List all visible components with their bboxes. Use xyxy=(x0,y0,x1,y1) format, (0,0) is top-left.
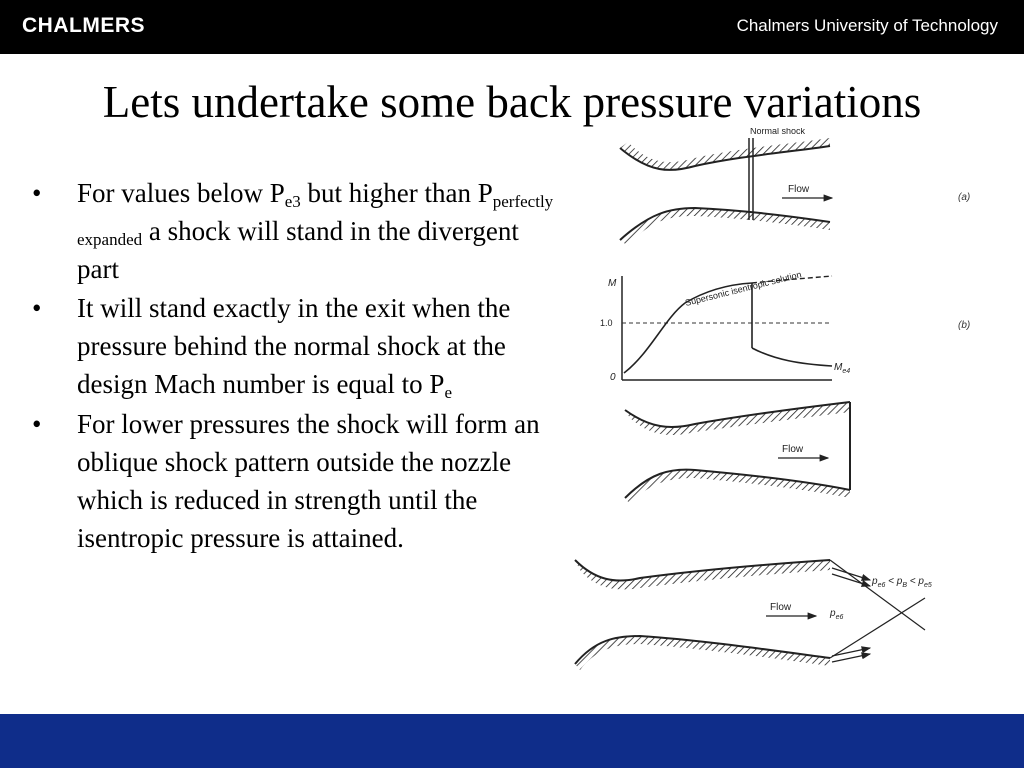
slide-title: Lets undertake some back pressure variations xyxy=(102,77,922,127)
flow-label-c: Flow xyxy=(782,444,804,455)
flow-label-a: Flow xyxy=(788,184,810,195)
bullet-item: • For values below $P_{e3}$ but higher than $P_{perfectly expanded}$ a shock will stand in the divergent part xyxy=(30,174,560,288)
nozzle-figures xyxy=(520,128,1024,714)
pe6-label: $p_{e6}$ xyxy=(830,608,844,621)
bullet-list xyxy=(30,174,560,558)
figure-d xyxy=(575,560,932,670)
bottom-bar xyxy=(0,714,1024,768)
me4-label: $M_{e4}$ xyxy=(834,362,851,375)
bullet-item: • For lower pressures the shock will form an oblique shock pattern outside the nozzle which is reduced in strength until the isentropic pressure is attained. xyxy=(30,405,560,557)
bullet-item: • It will stand exactly in the exit when the pressure behind the normal shock at the design Mach number is equal to $P_e$ xyxy=(30,289,560,403)
bullet-dot: • xyxy=(32,409,42,439)
fig-tag-a: (a) xyxy=(958,192,971,203)
top-bar xyxy=(0,0,1024,54)
fig-tag-b: (b) xyxy=(958,320,971,331)
one-label: 1.0 xyxy=(600,318,613,328)
figure-a xyxy=(620,128,970,246)
zero-label: 0 xyxy=(610,372,616,383)
bullet-dot: • xyxy=(32,293,42,323)
bullet-dot: • xyxy=(32,178,42,208)
pressure-range-label: $p_{e6} < p_B < p_{e5}$ xyxy=(872,576,932,589)
figure-b xyxy=(600,269,970,383)
nozzle-diagram xyxy=(520,128,1024,714)
flow-label-d: Flow xyxy=(770,602,792,613)
m-axis-label: M xyxy=(608,278,617,289)
university-name: Chalmers University of Technology xyxy=(736,16,998,35)
chalmers-logo: CHALMERS xyxy=(22,14,145,37)
figure-c xyxy=(625,402,850,504)
normal-shock-label: Normal shock xyxy=(750,128,806,136)
isentropic-curve-label: Supersonic isentropic solution xyxy=(684,269,803,308)
